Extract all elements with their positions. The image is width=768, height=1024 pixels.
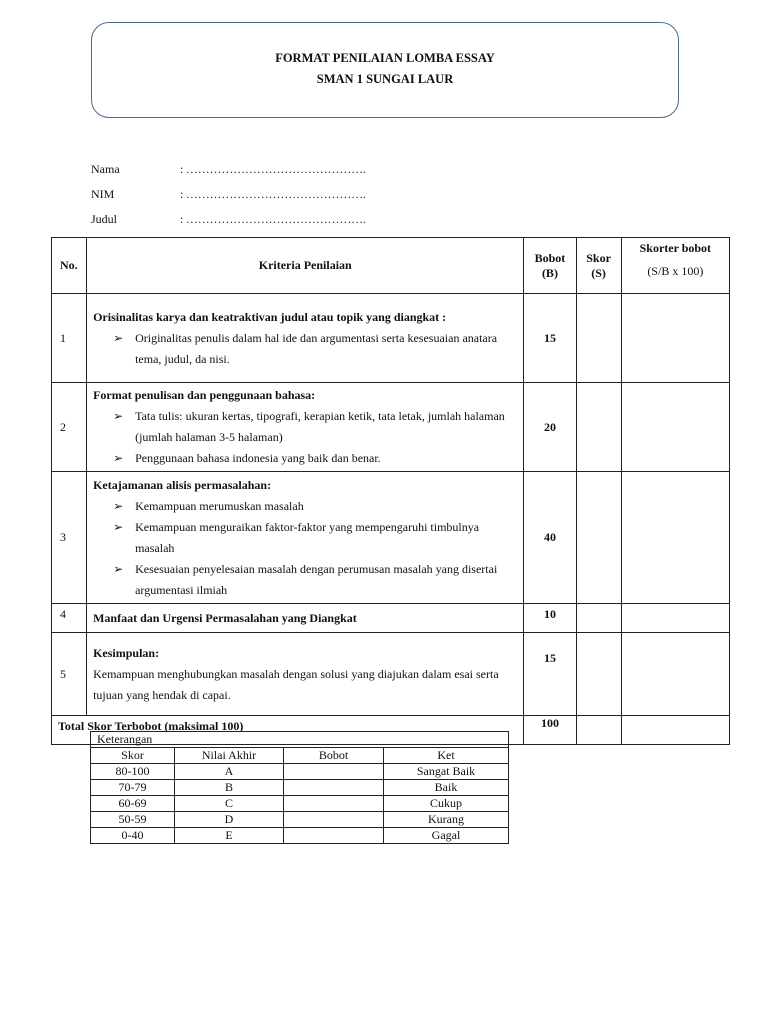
skorter-cell[interactable] — [621, 604, 729, 633]
arrow-bullet-icon: ➢ — [113, 330, 124, 345]
bobot-value: 15 — [524, 633, 576, 716]
criteria-heading: Manfaat dan Urgensi Permasalahan yang Diangkat — [93, 610, 357, 625]
school-name: SMAN 1 SUNGAI LAUR — [316, 72, 454, 86]
criteria-body: Kemampuan menghubungkan masalah dengan solusi yang diajukan dalam esai serta tujuan yang hendak di capai. — [93, 666, 499, 702]
document-title: FORMAT PENILAIAN LOMBA ESSAY — [275, 51, 495, 65]
ket-bobot — [284, 812, 384, 828]
keterangan-header-row — [91, 748, 509, 764]
ket-keterangan: Kurang — [384, 812, 509, 828]
ket-skor: 80-100 — [91, 764, 175, 780]
title-box — [91, 22, 679, 118]
table-row — [91, 764, 509, 780]
ket-nilai: D — [175, 812, 284, 828]
ket-keterangan: Baik — [384, 780, 509, 796]
skor-cell[interactable] — [576, 633, 621, 716]
ket-keterangan: Sangat Baik — [384, 764, 509, 780]
ket-bobot — [284, 764, 384, 780]
criteria-cell — [87, 294, 524, 383]
table-row — [52, 604, 730, 633]
skor-cell[interactable] — [576, 383, 621, 472]
criteria-cell — [87, 633, 524, 716]
ket-skor: 60-69 — [91, 796, 175, 812]
criteria-bullet — [93, 406, 517, 448]
header-skorter — [621, 238, 729, 294]
row-number: 2 — [52, 383, 87, 472]
table-row — [91, 780, 509, 796]
total-skor-cell[interactable] — [576, 716, 621, 745]
ket-nilai: C — [175, 796, 284, 812]
ket-header-ket: Ket — [384, 748, 509, 764]
bobot-value: 40 — [524, 472, 576, 604]
field-value: : ………………………………………. — [180, 212, 366, 226]
criteria-bullet — [93, 448, 517, 469]
header-skorter-line1: Skorter bobot — [639, 241, 712, 255]
table-row — [91, 828, 509, 844]
total-bobot: 100 — [524, 716, 576, 745]
ket-keterangan: Gagal — [384, 828, 509, 844]
bullet-text: Tata tulis: ukuran kertas, tipografi, kerapian ketik, tata letak, jumlah halaman (jumlah halaman 3-5 halaman) — [135, 409, 505, 444]
field-label: NIM — [91, 187, 115, 201]
bobot-value: 20 — [524, 383, 576, 472]
ket-skor: 70-79 — [91, 780, 175, 796]
header-bobot-line2: (B) — [541, 265, 558, 280]
table-row — [52, 472, 730, 604]
total-label: Total Skor Terbobot (maksimal 100) — [52, 716, 524, 745]
keterangan-caption: Keterangan — [91, 732, 509, 748]
total-skorter-cell[interactable] — [621, 716, 729, 745]
skorter-cell[interactable] — [621, 633, 729, 716]
header-bobot-line1: Bobot — [534, 250, 566, 265]
skorter-cell[interactable] — [621, 294, 729, 383]
criteria-bullet — [93, 559, 517, 601]
ket-keterangan: Cukup — [384, 796, 509, 812]
row-number: 1 — [52, 294, 87, 383]
skorter-cell[interactable] — [621, 383, 729, 472]
criteria-heading: Orisinalitas karya dan keatraktivan judul atau topik yang diangkat : — [93, 309, 447, 324]
ket-header-skor: Skor — [91, 748, 175, 764]
header-bobot — [524, 238, 576, 294]
table-row — [91, 812, 509, 828]
header-kriteria: Kriteria Penilaian — [87, 238, 524, 294]
ket-bobot — [284, 796, 384, 812]
keterangan-table — [90, 731, 509, 844]
header-skorter-line2: (S/B x 100) — [647, 264, 704, 278]
ket-nilai: A — [175, 764, 284, 780]
assessment-table — [51, 237, 730, 745]
criteria-cell — [87, 604, 524, 633]
ket-skor: 50-59 — [91, 812, 175, 828]
row-number: 4 — [52, 604, 87, 633]
arrow-bullet-icon: ➢ — [113, 498, 124, 513]
ket-nilai: B — [175, 780, 284, 796]
criteria-cell — [87, 383, 524, 472]
table-row — [52, 383, 730, 472]
keterangan-caption-row — [91, 732, 509, 748]
header-no: No. — [52, 238, 87, 294]
ket-bobot — [284, 828, 384, 844]
table-row — [52, 633, 730, 716]
row-number: 3 — [52, 472, 87, 604]
field-label: Nama — [91, 162, 120, 176]
table-header-row — [52, 238, 730, 294]
criteria-bullet — [93, 496, 517, 517]
skor-cell[interactable] — [576, 294, 621, 383]
field-value: : ………………………………………. — [180, 187, 366, 201]
bobot-value: 10 — [524, 604, 576, 633]
bullet-text: Kemampuan merumuskan masalah — [135, 498, 304, 513]
criteria-bullet — [93, 328, 517, 370]
arrow-bullet-icon: ➢ — [113, 409, 124, 423]
table-row — [91, 796, 509, 812]
ket-nilai: E — [175, 828, 284, 844]
table-row — [52, 294, 730, 383]
field-label: Judul — [91, 212, 118, 226]
field-value: : ………………………………………. — [180, 162, 366, 176]
ket-skor: 0-40 — [91, 828, 175, 844]
criteria-bullet — [93, 517, 517, 559]
bobot-value: 15 — [524, 294, 576, 383]
row-number: 5 — [52, 633, 87, 716]
arrow-bullet-icon: ➢ — [113, 451, 124, 465]
ket-header-bobot: Bobot — [284, 748, 384, 764]
criteria-cell — [87, 472, 524, 604]
criteria-heading: Kesimpulan: — [93, 645, 160, 660]
bullet-text: Kesesuaian penyelesaian masalah dengan perumusan masalah yang disertai argumentasi ilmiah — [135, 561, 498, 597]
skor-cell[interactable] — [576, 472, 621, 604]
bullet-text: Kemampuan menguraikan faktor-faktor yang mempengaruhi timbulnya masalah — [135, 519, 480, 555]
arrow-bullet-icon: ➢ — [113, 519, 124, 534]
arrow-bullet-icon: ➢ — [113, 561, 124, 576]
ket-header-nilai: Nilai Akhir — [175, 748, 284, 764]
bullet-text: Penggunaan bahasa indonesia yang baik dan benar. — [135, 451, 381, 465]
ket-bobot — [284, 780, 384, 796]
bullet-text: Originalitas penulis dalam hal ide dan argumentasi serta kesesuaian anatara tema, judul, da nisi. — [135, 330, 498, 366]
skorter-cell[interactable] — [621, 472, 729, 604]
header-skor — [576, 238, 621, 294]
header-skor-line2: (S) — [591, 265, 606, 280]
criteria-heading: Ketajamanan alisis permasalahan: — [93, 477, 272, 492]
header-skor-line1: Skor — [586, 250, 611, 265]
skor-cell[interactable] — [576, 604, 621, 633]
criteria-heading: Format penulisan dan penggunaan bahasa: — [93, 388, 316, 402]
